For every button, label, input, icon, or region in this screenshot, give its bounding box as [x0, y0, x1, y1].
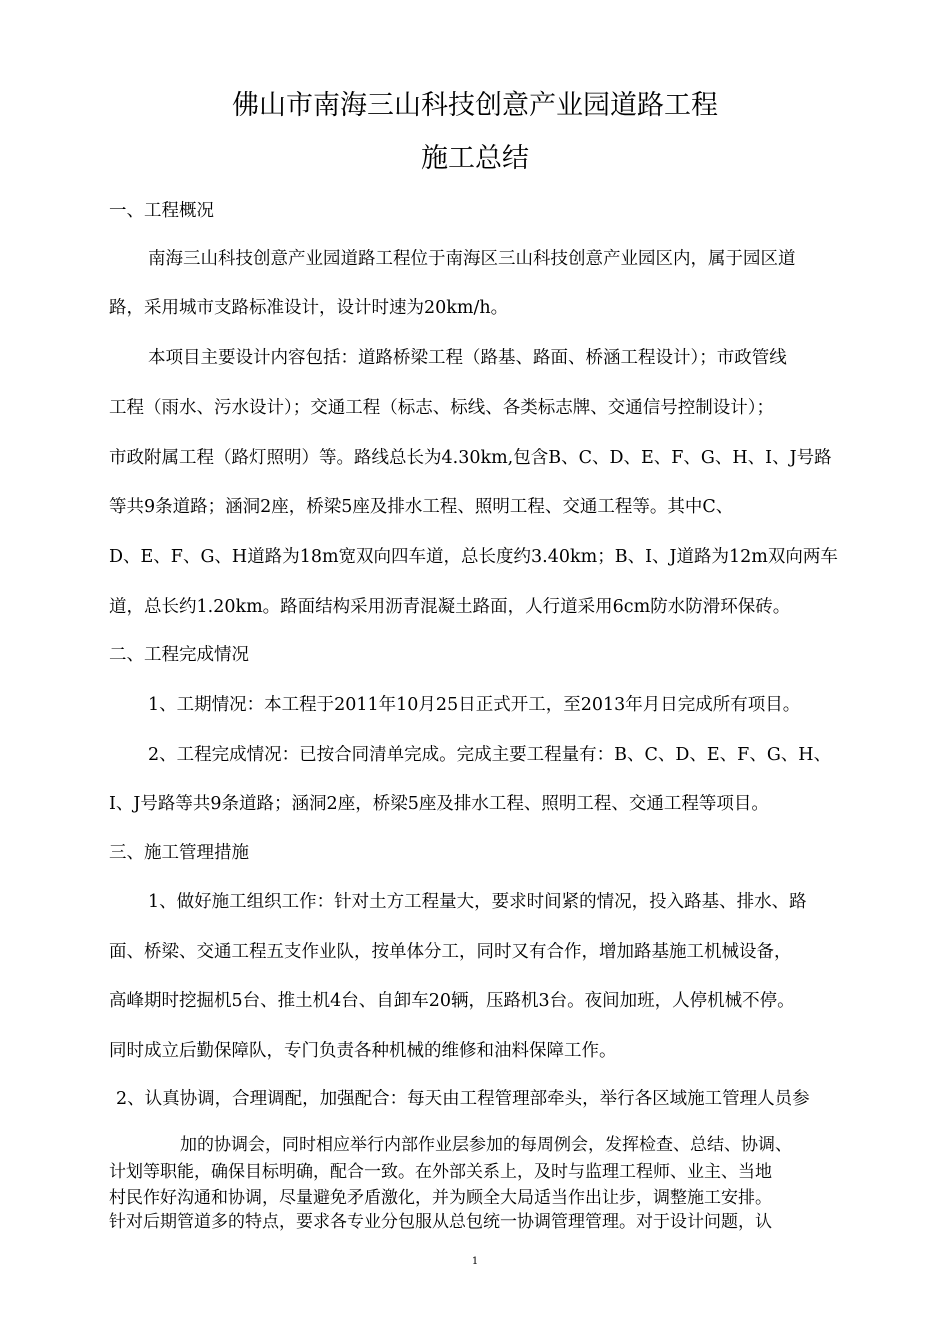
paragraph-line: 2、认真协调，合理调配，加强配合：每天由工程管理部牵头，举行各区域施工管理人员参	[116, 1089, 810, 1109]
paragraph-line: 市政附属工程（路灯照明）等。路线总长为4.30km,包含B、C、D、E、F、G、H、I、J号路	[109, 448, 832, 468]
paragraph-line: 面、桥梁、交通工程五支作业队，按单体分工，同时又有合作，增加路基施工机械设备，	[109, 942, 792, 962]
paragraph-line: 道，总长约1.20km。路面结构采用沥青混凝土路面，人行道采用6cm防水防滑环保砖。	[109, 597, 791, 617]
page-number: 1	[471, 1256, 479, 1267]
paragraph-line: I、J号路等共9条道路；涵洞2座，桥梁5座及排水工程、照明工程、交通工程等项目。	[109, 794, 769, 814]
paragraph-line: 加的协调会，同时相应举行内部作业层参加的每周例会，发挥检查、总结、协调、	[180, 1135, 792, 1155]
paragraph-line: D、E、F、G、H道路为18m宽双向四车道，总长度约3.40km；B、I、J道路为12m双向两车	[109, 547, 838, 567]
paragraph-line: 本项目主要设计内容包括：道路桥梁工程（路基、路面、桥涵工程设计）；市政管线	[148, 348, 787, 368]
paragraph-line: 针对后期管道多的特点，要求各专业分包服从总包统一协调管理管理。对于设计问题，认	[109, 1212, 772, 1232]
document-title: 佛山市南海三山科技创意产业园道路工程	[232, 90, 718, 121]
paragraph-line: 高峰期时挖掘机5台、推土机4台、自卸车20辆，压路机3台。夜间加班，人停机械不停。	[109, 991, 795, 1011]
section-heading-3: 三、施工管理措施	[109, 843, 249, 863]
paragraph-line: 南海三山科技创意产业园道路工程位于南海区三山科技创意产业园区内，属于园区道	[148, 249, 796, 269]
paragraph-line: 2、工程完成情况：已按合同清单完成。完成主要工程量有：B、C、D、E、F、G、H、	[148, 745, 832, 765]
paragraph-line: 1、做好施工组织工作：针对土方工程量大，要求时间紧的情况，投入路基、排水、路	[148, 892, 807, 912]
section-heading-1: 一、工程概况	[109, 201, 214, 221]
paragraph-line: 等共9条道路；涵洞2座，桥梁5座及排水工程、照明工程、交通工程等。其中C、	[109, 497, 734, 517]
paragraph-line: 计划等职能，确保目标明确，配合一致。在外部关系上，及时与监理工程师、业主、当地	[109, 1162, 772, 1182]
paragraph-line: 村民作好沟通和协调，尽量避免矛盾激化，并为顾全大局适当作出让步，调整施工安排。	[109, 1188, 772, 1208]
paragraph-line: 1、工期情况：本工程于2011年10月25日正式开工，至2013年月日完成所有项目。	[148, 695, 801, 715]
paragraph-line: 路，采用城市支路标准设计，设计时速为20km/h。	[109, 298, 509, 318]
paragraph-line: 同时成立后勤保障队，专门负责各种机械的维修和油料保障工作。	[109, 1041, 617, 1061]
section-heading-2: 二、工程完成情况	[109, 645, 249, 665]
document-subtitle: 施工总结	[421, 143, 529, 174]
paragraph-line: 工程（雨水、污水设计）；交通工程（标志、标线、各类标志牌、交通信号控制设计）；	[109, 398, 774, 418]
